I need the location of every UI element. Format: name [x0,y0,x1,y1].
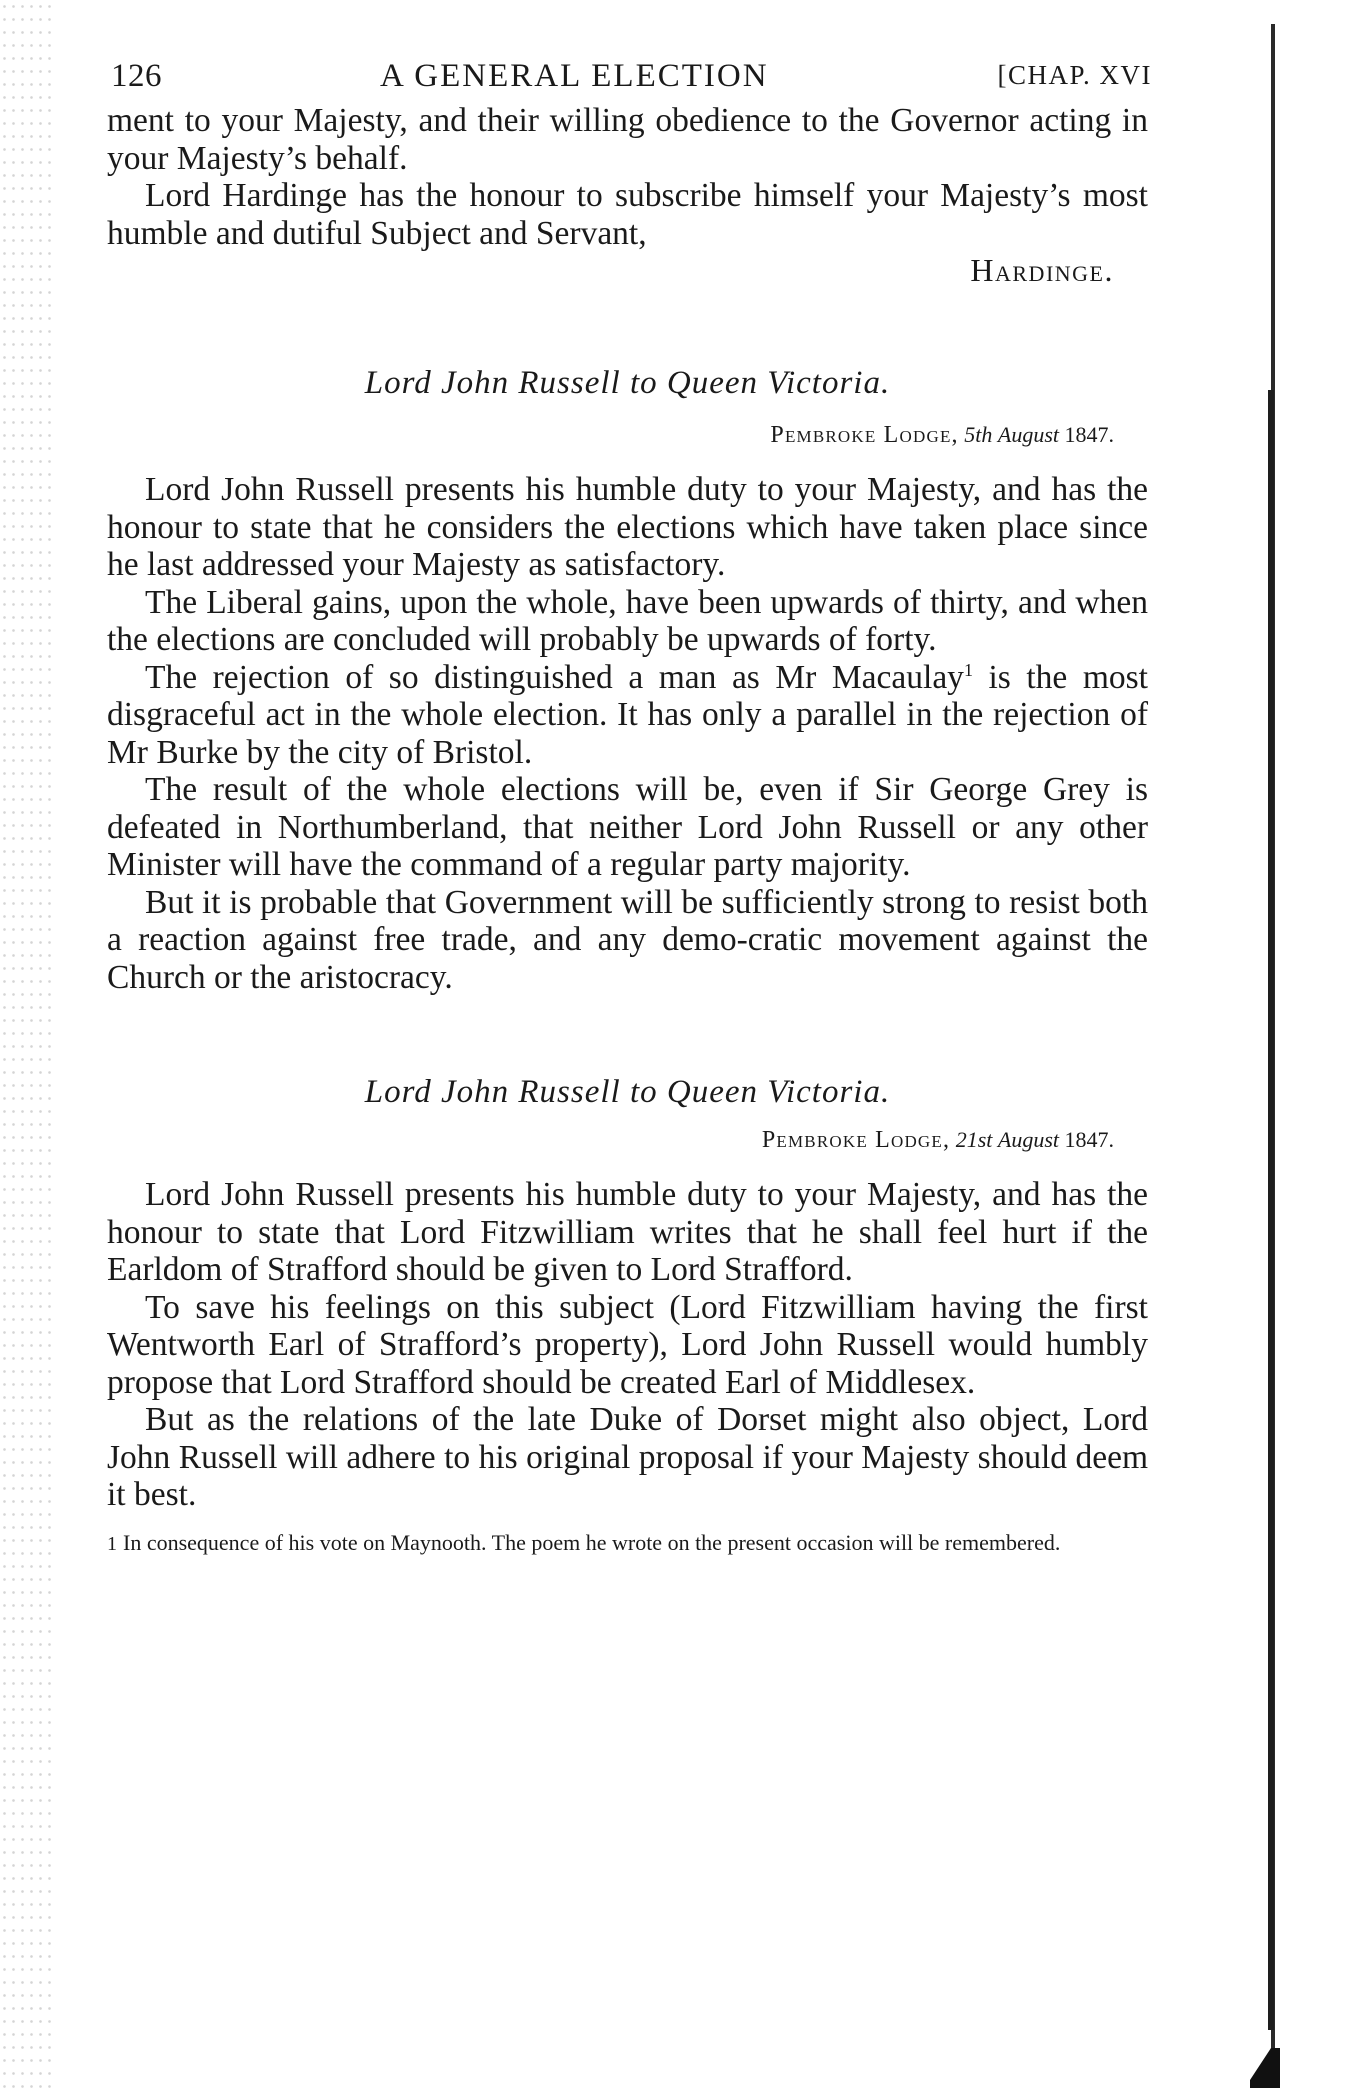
dateline-year: 1847. [1064,422,1114,447]
letter-body [107,471,1148,996]
dateline-year: 1847. [1064,1127,1114,1152]
dateline-month: August [997,1127,1059,1152]
paragraph: But it is probable that Government will be sufficiently strong to resist both a reaction against free trade, and any demo-cratic movement against the Church or the aristocracy. [107,883,1148,996]
dateline-month: August [997,422,1059,447]
footnote-text: In consequence of his vote on Maynooth. The poem he wrote on the present occasion will be remembered. [123,1529,1061,1555]
paragraph: The Liberal gains, upon the whole, have been upwards of thirty, and when the elections are concluded will probably be upwards of forty. [107,583,1148,658]
paragraph: Lord John Russell presents his humble duty to your Majesty, and has the honour to state that Lord Fitzwilliam writes that he shall feel hurt if the Earldom of Strafford should be given to Lord Strafford. [107,1176,1148,1288]
letter-heading: Lord John Russell to Queen Victoria. [364,1074,891,1110]
paragraph: To save his feelings on this subject (Lord Fitzwilliam having the first Wentworth Earl of Strafford’s property), Lord John Russell would humbly propose that Lord Strafford should be created Earl of Middlesex. [107,1288,1148,1401]
margin-rule-shadow [1268,390,1274,2030]
paragraph-text: The rejection of so distinguished a man as Mr Macaulay [145,658,964,696]
page-number: 126 [111,58,162,94]
paragraph: Lord John Russell presents his humble duty to your Majesty, and has the honour to state that he considers the elections which have taken place since he last addressed your Majesty as satisfactory. [107,471,1148,583]
paragraph [107,659,1148,772]
scan-edge-speckle [0,0,55,2093]
dateline-place: Pembroke Lodge, [761,1127,951,1153]
paragraph: ment to your Majesty, and their willing obedience to the Governor acting in your Majesty’s behalf. [107,102,1148,177]
chapter-label: [CHAP. XVI [997,60,1152,90]
footnote [107,1530,1148,1557]
signature: Hardinge. [970,252,1114,288]
footnote-number: 1 [107,1532,117,1555]
footnote-ref: 1 [963,659,973,680]
letter-heading: Lord John Russell to Queen Victoria. [364,365,891,401]
running-head [107,52,1152,102]
dateline [107,422,1148,449]
book-page [107,52,1152,1557]
paragraph: The result of the whole elections will be, even if Sir George Grey is defeated in Northumberland, that neither Lord John Russell or any other Minister will have the command of a regular party majority. [107,771,1148,883]
dateline-place: Pembroke Lodge, [770,422,959,448]
paragraph-text: is the most disgraceful act in the whole election. It has only a parallel in the rejection of Mr Burke by the city of Bristol. [107,658,1148,771]
dateline [107,1127,1148,1154]
running-title: A GENERAL ELECTION [380,58,769,94]
letter-body [107,1176,1148,1514]
dateline-day: 5th [964,422,993,447]
paragraph: But as the relations of the late Duke of Dorset might also object, Lord John Russell will adhere to his original proposal if your Majesty should deem it best. [107,1401,1148,1513]
paragraph: Lord Hardinge has the honour to subscribe himself your Majesty’s most humble and dutiful Subject and Servant, [107,177,1148,252]
continued-letter [107,102,1148,252]
page-corner-mark [1250,2048,1280,2088]
dateline-day: 21st [955,1127,993,1152]
